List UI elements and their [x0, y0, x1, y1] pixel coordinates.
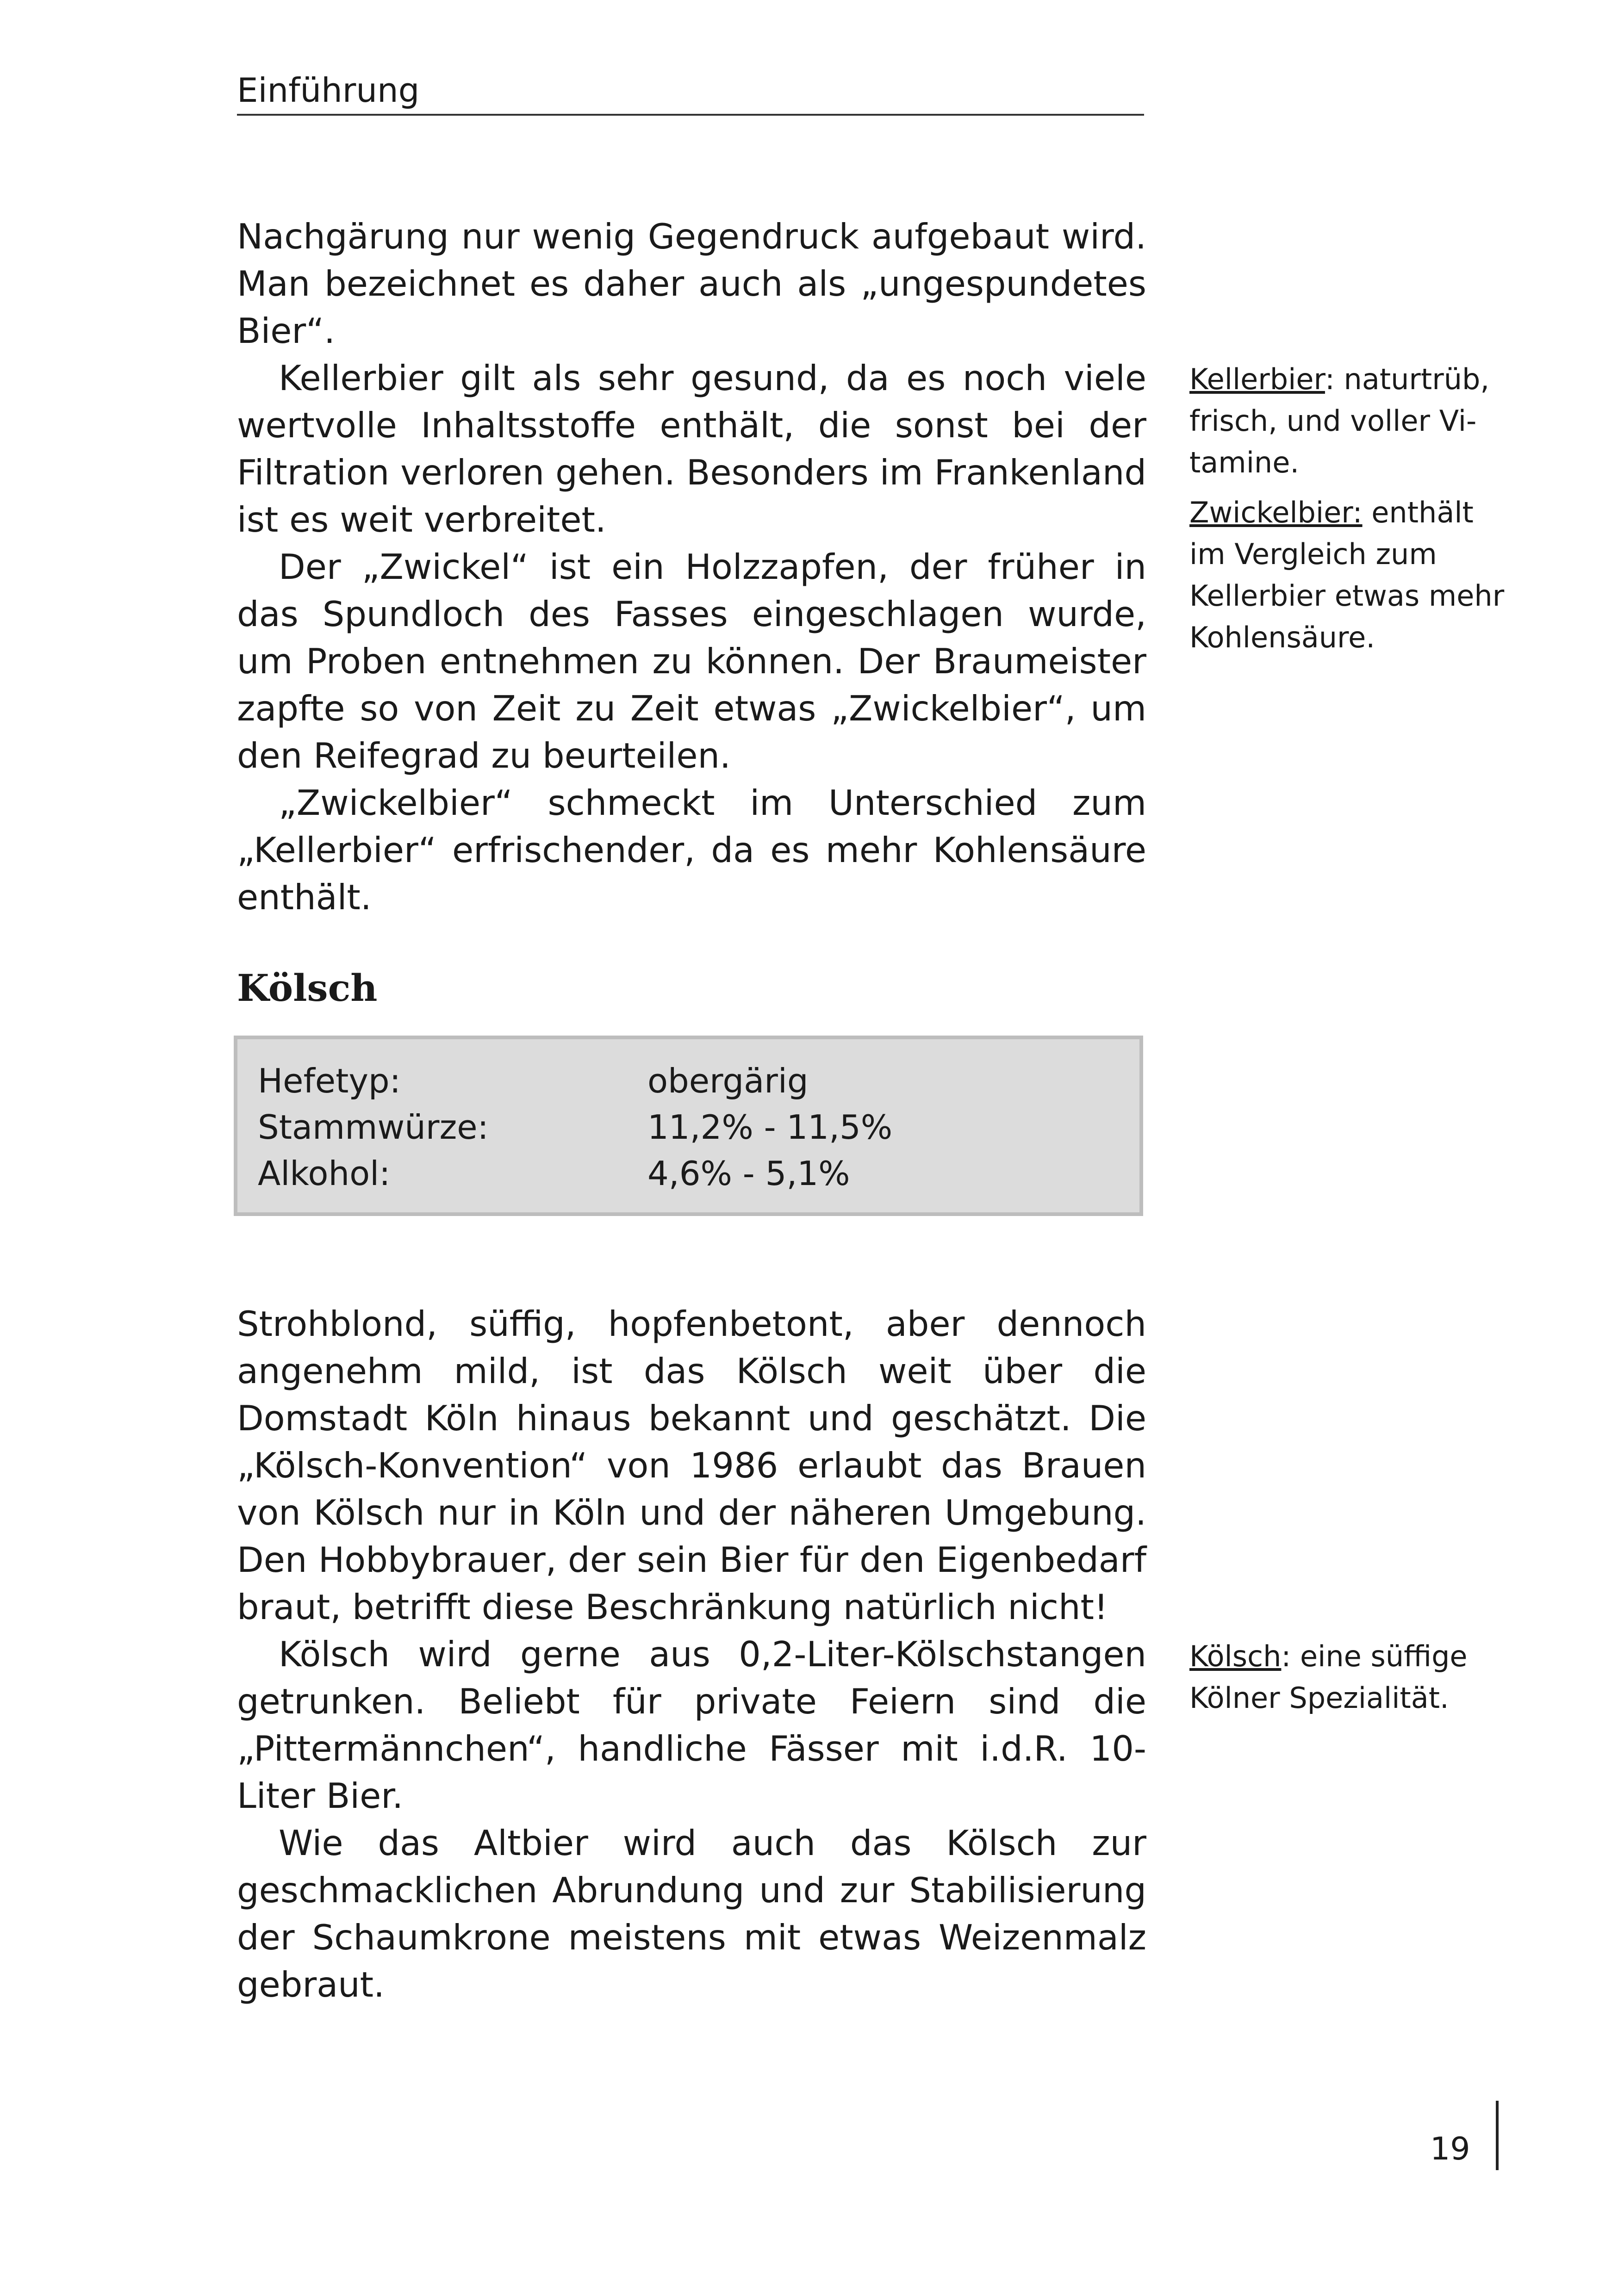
info-label: Hefetyp: — [258, 1061, 401, 1100]
info-row — [258, 1104, 1121, 1150]
sidenote-kellerbier — [1189, 359, 1513, 484]
paragraph: Wie das Altbier wird auch das Kölsch zur geschmacklichen Abrundung und zur Stabilisierung der Schaumkrone meistens mit etwas Weizenmalz gebraut. — [237, 1823, 1146, 2005]
running-head: Einführung — [237, 69, 1144, 116]
section-text-kellerbier — [237, 213, 1146, 921]
sidenote-koelsch — [1189, 1636, 1513, 1727]
beer-facts-box — [234, 1036, 1143, 1216]
paragraph: Strohblond, süffig, hopfenbetont, aber dennoch angenehm mild, ist das Kölsch weit über die Domstadt Köln hinaus bekannt und geschätzt. Die „Kölsch-Konvention“ von 1986 erlaubt das Brauen von Kölsch nur in Köln und der näheren Umgebung. Den Hobbybrauer, der sein Bier für den Eigenbedarf braut, betrifft diese Beschränkung natürlich nicht! — [237, 1303, 1146, 1627]
info-value: 4,6% - 5,1% — [647, 1154, 850, 1193]
info-row — [258, 1150, 1121, 1197]
paragraph: Nachgärung nur wenig Gegendruck aufgebaut wird. Man bezeichnet es daher auch als „ungespundetes Bier“. — [237, 216, 1146, 351]
info-label: Stammwürze: — [258, 1108, 489, 1147]
sidenote-text: : naturtrüb, frisch, und voller Vitamine. — [1189, 362, 1490, 479]
info-value: obergärig — [647, 1061, 809, 1100]
paragraph: Kölsch wird gerne aus 0,2-Liter-Kölschstangen getrunken. Beliebt für private Feiern sind die „Pittermännchen“, handliche Fässer mit i.d.R. 10-Liter Bier. — [237, 1634, 1146, 1816]
sidenote-koelsch-text — [1189, 1636, 1513, 1719]
page-number-rule — [1496, 2101, 1499, 2170]
sidenote-text: : eine süffige Kölner Spezialität. — [1189, 1639, 1468, 1715]
info-label: Alkohol: — [258, 1154, 391, 1193]
page-number: 19 — [1430, 2131, 1470, 2167]
info-value: 11,2% - 11,5% — [647, 1108, 893, 1147]
sidenote-kellerbier-zwickelbier — [1189, 359, 1513, 667]
sidenote-text: enthält im Vergleich zum Kellerbier etwas mehr Kohlensäure. — [1189, 496, 1505, 654]
paragraph: „Zwickelbier“ schmeckt im Unterschied zum „Kellerbier“ erfrischender, da es mehr Kohlensäure enthält. — [237, 782, 1146, 918]
sidenote-zwickelbier — [1189, 492, 1513, 658]
sidenote-term: Kellerbier — [1189, 362, 1325, 396]
info-row — [258, 1058, 1121, 1104]
section-heading: Kölsch — [237, 966, 378, 1010]
paragraph: Der „Zwickel“ ist ein Holzzapfen, der früher in das Spundloch des Fasses eingeschlagen wurde, um Proben entnehmen zu können. Der Braumeister zapfte so von Zeit zu Zeit etwas „Zwickelbier“, um den Reifegrad zu beurteilen. — [237, 546, 1146, 776]
section-text-koelsch — [237, 1300, 1146, 2008]
paragraph: Kellerbier gilt als sehr gesund, da es noch viele wertvolle Inhaltsstoffe enthält, die sonst bei der Filtration verloren gehen. Besonders im Frankenland ist es weit verbreitet. — [237, 358, 1146, 540]
sidenote-term: Kölsch — [1189, 1639, 1282, 1673]
sidenote-term: Zwickelbier: — [1189, 496, 1363, 529]
